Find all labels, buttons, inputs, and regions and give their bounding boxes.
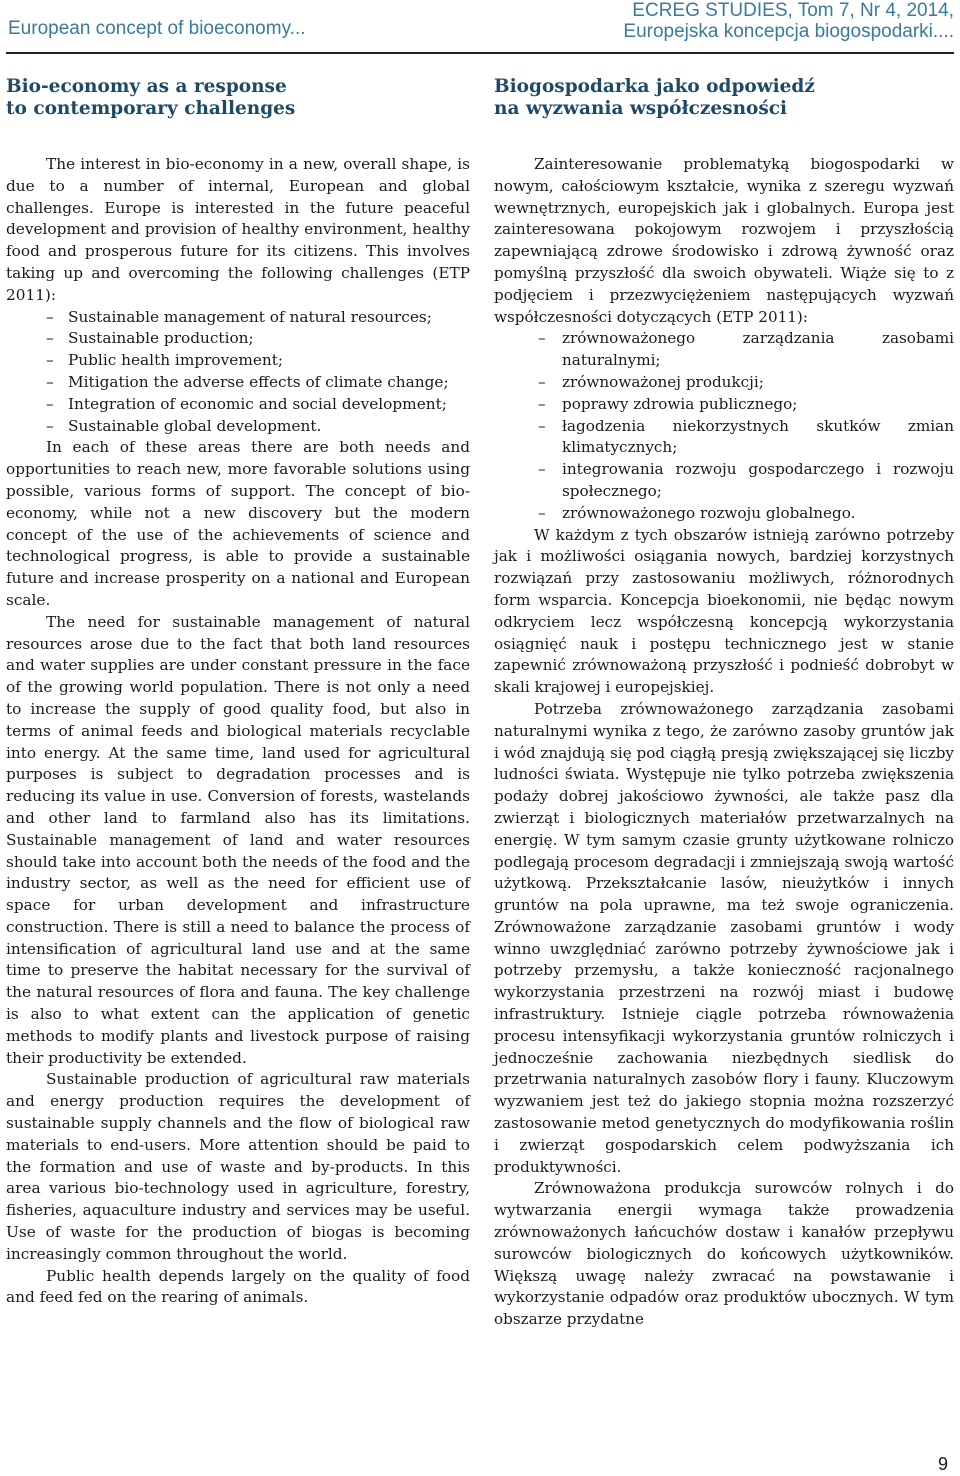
english-column [6, 76, 470, 1309]
english-paragraph: The need for sustainable management of natural resources arose due to the fact that both land resources and water supplies are under constant pressure in the face of the growing world population. There is not only a need to increase the supply of good quality food, but also in terms of animal feeds and biological materials recyclable into energy. At the same time, land used for agricultural purposes is subject to degradation processes and is reducing its value in use. Conversion of forests, wastelands and other land to farmland also has its limitations. Sustainable management of land and water resources should take into account both the needs of the food and the industry sector, as well as the need for efficient use of space for urban development and infrastructure construction. There is still a need to balance the process of intensification of agricultural land use and at the same time to preserve the habitat necessary for the survival of the natural resources of flora and fauna. The key challenge is also to what extent can the application of genetic methods to modify plants and livestock purpose of raising their productivity be extended. [6, 612, 470, 1067]
polish-intro-paragraph: Zainteresowanie problematyką biogospodarki w nowym, całościowym kształcie, wynika z szeregu wyzwań wewnętrznych, europejskich jak i globalnych. Europa jest zainteresowana pokojowym rozwojem i przyszłością zapewniającą zdrowe środowisko i zdrową żywność oraz pomyślną przyszłość dla swoich obywateli. Wiąże się to z podjęciem i przezwyciężeniem następujących wyzwań współczesności dotyczących (ETP 2011): [494, 155, 954, 326]
list-item: – Sustainable production; [46, 329, 254, 348]
english-intro-paragraph: The interest in bio-economy in a new, overall shape, is due to a number of internal, European and global challenges. Europe is interested in the future peaceful development and provision of healthy environment, healthy food and prosperous future for its citizens. This involves taking up and overcoming the following challenges (ETP 2011): [6, 155, 470, 304]
heading-line-1: Biogospodarka jako odpowiedź [494, 76, 815, 97]
english-section-heading [6, 76, 470, 120]
page-number: 9 [937, 1454, 948, 1474]
list-item: – zrównoważonego rozwoju globalnego. [538, 503, 856, 522]
list-item: – poprawy zdrowia publicznego; [538, 394, 798, 413]
running-header [0, 0, 960, 54]
header-right-title [623, 0, 954, 42]
english-paragraph: In each of these areas there are both needs and opportunities to reach new, more favorable solutions using possible, various forms of support. The concept of bio-economy, while not a new discovery but the modern concept of the use of the achievements of science and technological progress, is able to provide a sustainable future and increase prosperity on a national and European scale. [6, 438, 470, 609]
english-paragraph: Public health depends largely on the quality of food and feed fed on the rearing of animals. [6, 1266, 470, 1307]
polish-column [494, 76, 954, 1331]
english-challenges-list [6, 307, 470, 438]
heading-line-1: Bio-economy as a response [6, 76, 287, 97]
list-item: – Public health improvement; [46, 351, 284, 370]
heading-line-2: na wyzwania współczesności [494, 98, 788, 119]
list-item: – integrowania rozwoju gospodarczego i rozwoju społecznego; [538, 460, 954, 500]
list-item: – Sustainable global development. [46, 416, 322, 435]
polish-paragraph: Zrównoważona produkcja surowców rolnych i do wytwarzania energii wymaga także prowadzenia zrównoważonych łańcuchów dostaw i kanałów przepływu surowców biologicznych do końcowych użytkowników. Większą uwagę należy zwracać na powstawanie i wykorzystanie odpadów oraz produktów ubocznych. W tym obszarze przydatne [494, 1179, 954, 1329]
polish-section-heading [494, 76, 954, 120]
english-paragraph: Sustainable production of agricultural raw materials and energy production requires the development of sustainable supply channels and the flow of biological raw materials to end-users. More attention should be paid to the formation and use of waste and by-products. In this area various bio-technology used in agriculture, forestry, fisheries, aquaculture industry and services may be useful. Use of waste for the production of biogas is becoming increasingly common throughout the world. [6, 1070, 470, 1263]
header-rule [6, 52, 954, 54]
list-item: – zrównoważonej produkcji; [538, 372, 764, 391]
list-item: – łagodzenia niekorzystnych skutków zmian klimatycznych; [538, 416, 954, 457]
polish-paragraph: W każdym z tych obszarów istnieją zarówno potrzeby jak i możliwości osiągania nowych, bardziej korzystnych rozwiązań przy zastosowaniu możliwych, różnorodnych form wsparcia. Koncepcja bioekonomii, nie będąc nowym odkryciem lecz współczesną koncepcją wykorzystania osiągnięć nauk i postępu technicznego jest w stanie zapewnić zrównoważoną przyszłość i podnieść dobrobyt w skali krajowej i europejskiej. [494, 525, 954, 697]
polish-paragraph: Potrzeba zrównoważonego zarządzania zasobami naturalnymi wynika z tego, że zarówno zasoby gruntów jak i wód znajdują się pod ciągłą presją zwiększającej się liczby ludności świata. Występuje nie tylko potrzeba zwiększenia podaży dobrej jakościowo żywności, ale także pasz dla zwierząt i biologicznych materiałów przetwarzalnych na energię. W tym samym czasie grunty użytkowane rolniczo podlegają procesom degradacji i zmniejszają swoją wartość użytkową. Przekształcanie lasów, nieużytków i innych gruntów na pola uprawne, ma też swoje ograniczenia. Zrównoważone zarządzanie zasobami gruntów i wody winno uwzględniać zarówno potrzeby żywnościowe jak i potrzeby przemysłu, a także konieczność racjonalnego wykorzystania przestrzeni na rozwój miast i budowę infrastruktury. Istnieje ciągle potrzeba równoważenia procesu intensyfikacji wykorzystania gruntów rolniczych i jednocześnie zachowania niezbędnych siedlisk do przetrwania naturalnych zasobów flory i fauny. Kluczowym wyzwaniem jest też do jakiego stopnia można rozszerzyć zastosowanie metod genetycznych do modyfikowania roślin i zwierząt gospodarskich celem podwyższania ich produktywności. [494, 699, 954, 1176]
header-left-title: European concept of bioeconomy... [8, 18, 306, 39]
list-item: – Mitigation the adverse effects of climate change; [46, 372, 449, 391]
list-item: – zrównoważonego zarządzania zasobami naturalnymi; [538, 329, 954, 370]
list-item: – Integration of economic and social development; [46, 394, 447, 413]
list-item: – Sustainable management of natural resources; [46, 307, 432, 326]
polish-challenges-list [494, 328, 954, 524]
header-journal-line: ECREG STUDIES, Tom 7, Nr 4, 2014, [632, 0, 954, 21]
header-polish-title-line: Europejska koncepcja biogospodarki.... [623, 21, 954, 42]
heading-line-2: to contemporary challenges [6, 98, 296, 119]
